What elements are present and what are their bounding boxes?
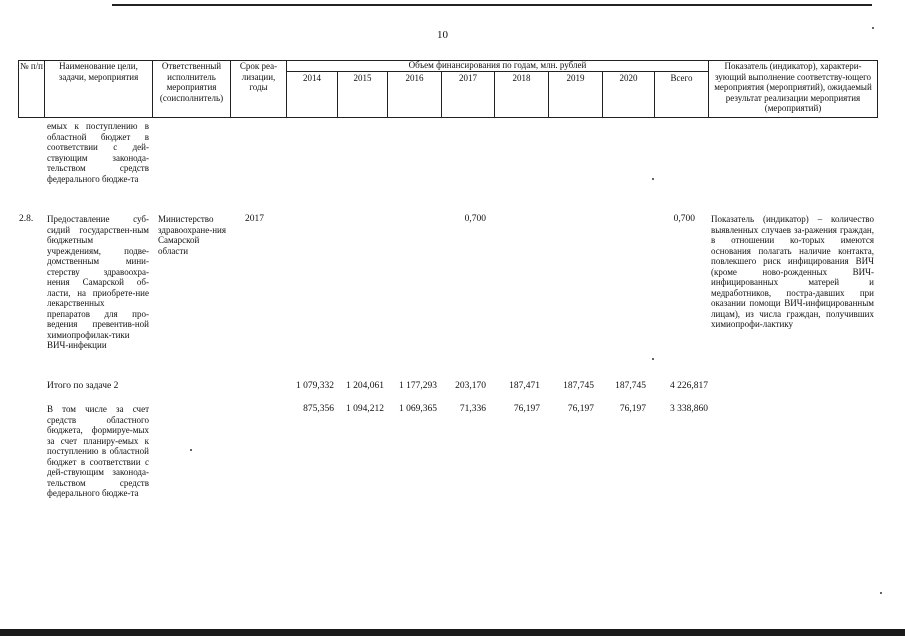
header-term: Срок реа-лизации, годы [239,61,278,92]
total-value-2014: 1 079,332 [296,381,334,391]
regional-value-2014: 875,356 [303,404,334,414]
item-2-8-number: 2.8. [19,214,34,224]
header-num: № п/п [20,61,43,71]
page-number: 10 [437,29,448,41]
scan-speck [652,358,654,360]
item-2-8-name: Предоставление суб-сидий государствен-ным бюджетным учреждениям, подве-домственным мини-стерству здравоохра-нения Самарской об-ласти, на приобрете-ние лекарственных препаратов для про-ведения превентив-ной химиопрофилак-тики ВИЧ-инфекции [47,214,149,350]
header-indicator: Показатель (индикатор), характери-зующий выполнение соответству-ющего мероприятия (мероприятий), ожидаемый результат реализации мероприятия (мероприятий) [714,61,872,113]
regional-row-label: В том числе за счет средств областного бюджета, формируе-мых за счет планиру-емых к поступлению в областной бюджет в соответствии с дей-ствующим законода-тельством средств федерального бюдже-та [47,404,149,498]
total-row-label: Итого по задаче 2 [47,381,119,391]
regional-value-all: 3 338,860 [670,404,708,414]
header-year-2016: 2016 [405,73,424,83]
scan-speck [652,178,654,180]
scan-speck [872,27,874,29]
regional-value-2020: 76,197 [619,404,646,414]
item-2-8-total: 0,700 [673,214,695,224]
bottom-border-bar [0,629,905,636]
header-year-2018: 2018 [512,73,531,83]
header-funding-title: Объем финансирования по годам, млн. рублей [408,60,587,70]
scan-speck [190,449,192,451]
item-2-8-responsible: Министерство здравоохране-ния Самарской области [158,214,227,256]
regional-value-2017: 71,336 [459,404,486,414]
item-2-8-term: 2017 [245,214,264,224]
header-name: Наименование цели, задачи, мероприятия [58,61,139,82]
total-value-2015: 1 204,061 [346,381,384,391]
total-value-2018: 187,471 [509,381,540,391]
item-2-8-value-2017: 0,700 [464,214,486,224]
total-value-2020: 187,745 [615,381,646,391]
total-value-all: 4 226,817 [670,381,708,391]
header-responsible: Ответственный исполнитель мероприятия (соисполнитель) [159,61,224,103]
top-border-line [112,4,872,6]
regional-value-2016: 1 069,365 [399,404,437,414]
regional-value-2015: 1 094,212 [346,404,384,414]
header-year-2019: 2019 [566,73,585,83]
total-value-2019: 187,745 [563,381,594,391]
scan-speck [880,592,882,594]
header-year-2014: 2014 [303,73,321,83]
total-value-2017: 203,170 [455,381,486,391]
regional-value-2018: 76,197 [513,404,540,414]
header-year-2017: 2017 [459,73,477,83]
header-year-2020: 2020 [619,73,638,83]
regional-value-2019: 76,197 [567,404,594,414]
table-header [18,60,878,118]
header-total: Всего [670,73,693,83]
continuation-text: емых к поступлению в областной бюджет в соответствии с дей-ствующим законода-тельством средств федерального бюдже-та [47,121,149,184]
header-year-2015: 2015 [353,73,372,83]
item-2-8-indicator: Показатель (индикатор) – количество выявленных случаев за-ражения граждан, в отношении ко-торых имеются основания полагать наличие контакта, повлекшего риск инфицирования ВИЧ (кроме ново-рожденных ВИЧ-инфицированных матерей и медработников, постра-давших при оказании помощи ВИЧ-инфицированным лицам), из числа граждан, получивших химиопрофи-лактику [711,214,874,329]
total-value-2016: 1 177,293 [399,381,437,391]
